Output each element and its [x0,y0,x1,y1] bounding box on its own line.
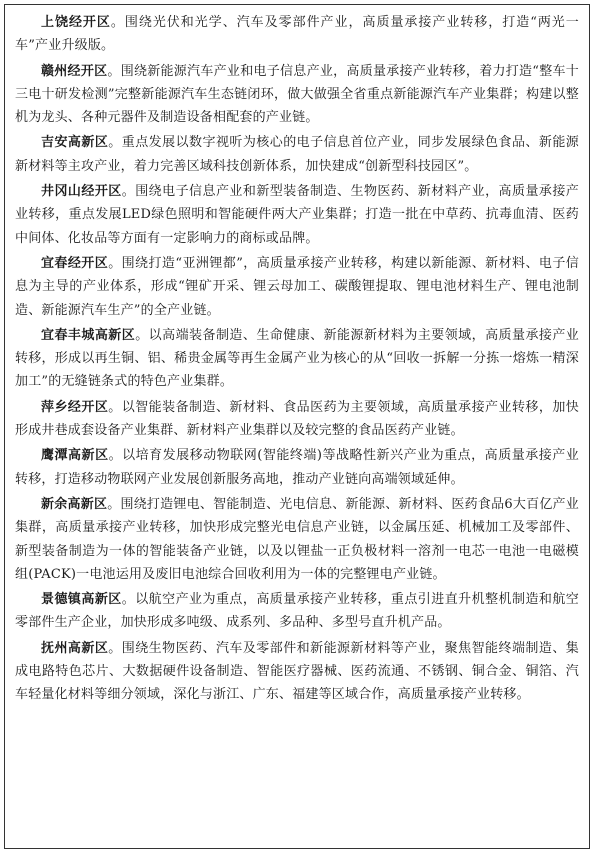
zone-description: 重点发展以数字视听为核心的电子信息首位产业，同步发展绿色食品、新能源新材料等主攻产业，着力完善区域科技创新体系，加快建成“创新型科技园区”。 [15,135,579,174]
zone-description: 围绕新能源汽车产业和电子信息产业，高质量承接产业转移，着力打造“整车十三电十研发检测”完整新能源汽车生态链闭环，做大做强全省重点新能源汽车产业集群；构建以整机为龙头、各种元器件及制造设备相配套的产业链。 [15,63,579,126]
zone-name: 赣州经开区 [41,63,108,79]
paragraph-pingxiang: 萍乡经开区。以智能装备制造、新材料、食品医药为主要领域，高质量承接产业转移，加快形成井巷成套设备产业集群、新材料产业集群以及较完整的食品医药产业链。 [15,399,579,439]
zone-name: 抚州高新区 [41,640,109,656]
paragraph-ganzhou: 赣州经开区。围绕新能源汽车产业和电子信息产业，高质量承接产业转移，着力打造“整车十三电十研发检测”完整新能源汽车生态链闭环，做大做强全省重点新能源汽车产业集群；构建以整机为龙头、各种元器件及制造设备相配套的产业链。 [15,63,579,126]
zone-description: 围绕打造锂电、智能制造、光电信息、新能源、新材料、医药食品6大百亿产业集群，高质量承接产业转移，加快形成完整光电信息产业链，以金属压延、机械加工及零部件、新型装备制造为一体的智能装备产业链，以及以锂盐一正负极材料一溶剂一电芯一电池一电磁模组(PACK)一电池运用及废旧电池综合回收利用为一体的完整锂电产业链。 [15,496,579,582]
paragraph-yichun: 宜春经开区。围绕打造“亚洲锂都”，高质量承接产业转移，构建以新能源、新材料、电子信息为主导的产业体系，形成“锂矿开采、锂云母加工、碳酸锂提取、锂电池材料生产、锂电池制造、新能源汽车生产”的全产业链。 [15,255,579,318]
paragraph-yichun-fengcheng: 宜春丰城高新区。以高端装备制造、生命健康、新能源新材料为主要领域，高质量承接产业转移，形成以再生铜、铝、稀贵金属等再生金属产业为核心的从“回收一拆解一分拣一熔炼一精深加工”的无缝链条式的特色产业集群。 [15,327,580,390]
zone-name: 宜春经开区 [41,255,109,271]
zone-description: 以航空产业为重点，高质量承接产业转移，重点引进直升机整机制造和航空零部件生产企业，加快形成多吨级、成系列、多品种、多型号直升机产品。 [15,592,580,631]
content-box [4,4,590,849]
zone-description: 围绕光伏和光学、汽车及零部件产业，高质量承接产业转移，打造“两光一车”产业升级版。 [15,15,579,54]
zone-description: 围绕生物医药、汽车及零部件和新能源新材料等产业，聚焦智能终端制造、集成电路特色芯片、大数据硬件设备制造、智能医疗器械、医药流通、不锈钢、铜合金、铜箔、汽车轻量化材料等细分领域，深化与浙江、广东、福建等区域合作，高质量承接产业转移。 [15,640,579,703]
paragraph-fuzhou: 抚州高新区。围绕生物医药、汽车及零部件和新能源新材料等产业，聚焦智能终端制造、集成电路特色芯片、大数据硬件设备制造、智能医疗器械、医药流通、不锈钢、铜合金、铜箔、汽车轻量化材料等细分领域，深化与浙江、广东、福建等区域合作，高质量承接产业转移。 [15,640,579,703]
paragraph-shangrao: 上饶经开区。围绕光伏和光学、汽车及零部件产业，高质量承接产业转移，打造“两光一车”产业升级版。 [15,15,579,54]
zone-name: 宜春丰城高新区 [41,327,136,343]
zone-description: 以高端装备制造、生命健康、新能源新材料为主要领域，高质量承接产业转移，形成以再生铜、铝、稀贵金属等再生金属产业为核心的从“回收一拆解一分拣一熔炼一精深加工”的无缝链条式的特色产业集群。 [15,327,580,390]
zone-name: 井冈山经开区 [41,184,122,200]
zone-name: 吉安高新区 [41,135,109,151]
zone-name: 景德镇高新区 [41,592,122,608]
zone-description: 以智能装备制造、新材料、食品医药为主要领域，高质量承接产业转移，加快形成井巷成套设备产业集群、新材料产业集群以及较完整的食品医药产业链。 [15,399,579,439]
paragraph-xinyu: 新余高新区。围绕打造锂电、智能制造、光电信息、新能源、新材料、医药食品6大百亿产业集群，高质量承接产业转移，加快形成完整光电信息产业链，以金属压延、机械加工及零部件、新型装备制造为一体的智能装备产业链，以及以锂盐一正负极材料一溶剂一电芯一电池一电磁模组(PACK)一电池运用及废旧电池综合回收利用为一体的完整锂电产业链。 [15,496,579,582]
paragraph-jian: 吉安高新区。重点发展以数字视听为核心的电子信息首位产业，同步发展绿色食品、新能源新材料等主攻产业，着力完善区域科技创新体系，加快建成“创新型科技园区”。 [15,135,579,174]
zone-description: 以培育发展移动物联网(智能终端)等战略性新兴产业为重点，高质量承接产业转移，打造移动物联网产业发展创新服务高地，推动产业链向高端领域延伸。 [15,448,579,487]
paragraph-yingtan: 鹰潭高新区。以培育发展移动物联网(智能终端)等战略性新兴产业为重点，高质量承接产业转移，打造移动物联网产业发展创新服务高地，推动产业链向高端领域延伸。 [15,448,579,487]
zone-name: 鹰潭高新区 [41,448,109,464]
zone-name: 上饶经开区 [41,15,111,30]
zone-name: 萍乡经开区 [41,399,109,415]
zone-name: 新余高新区 [41,496,108,512]
paragraph-jingdezhen: 景德镇高新区。以航空产业为重点，高质量承接产业转移，重点引进直升机整机制造和航空零部件生产企业，加快形成多吨级、成系列、多品种、多型号直升机产品。 [15,592,580,631]
zone-description: 围绕电子信息产业和新型装备制造、生物医药、新材料产业，高质量承接产业转移，重点发展LED绿色照明和智能硬件两大产业集群；打造一批在中草药、抗毒血清、医药中间体、化妆品等方面有一定影响力的商标或品牌。 [15,184,580,246]
paragraph-jinggangshan: 井冈山经开区。围绕电子信息产业和新型装备制造、生物医药、新材料产业，高质量承接产业转移，重点发展LED绿色照明和智能硬件两大产业集群；打造一批在中草药、抗毒血清、医药中间体、化妆品等方面有一定影响力的商标或品牌。 [15,184,580,246]
zone-description: 围绕打造“亚洲锂都”，高质量承接产业转移，构建以新能源、新材料、电子信息为主导的产业体系，形成“锂矿开采、锂云母加工、碳酸锂提取、锂电池材料生产、锂电池制造、新能源汽车生产”的全产业链。 [15,255,579,318]
